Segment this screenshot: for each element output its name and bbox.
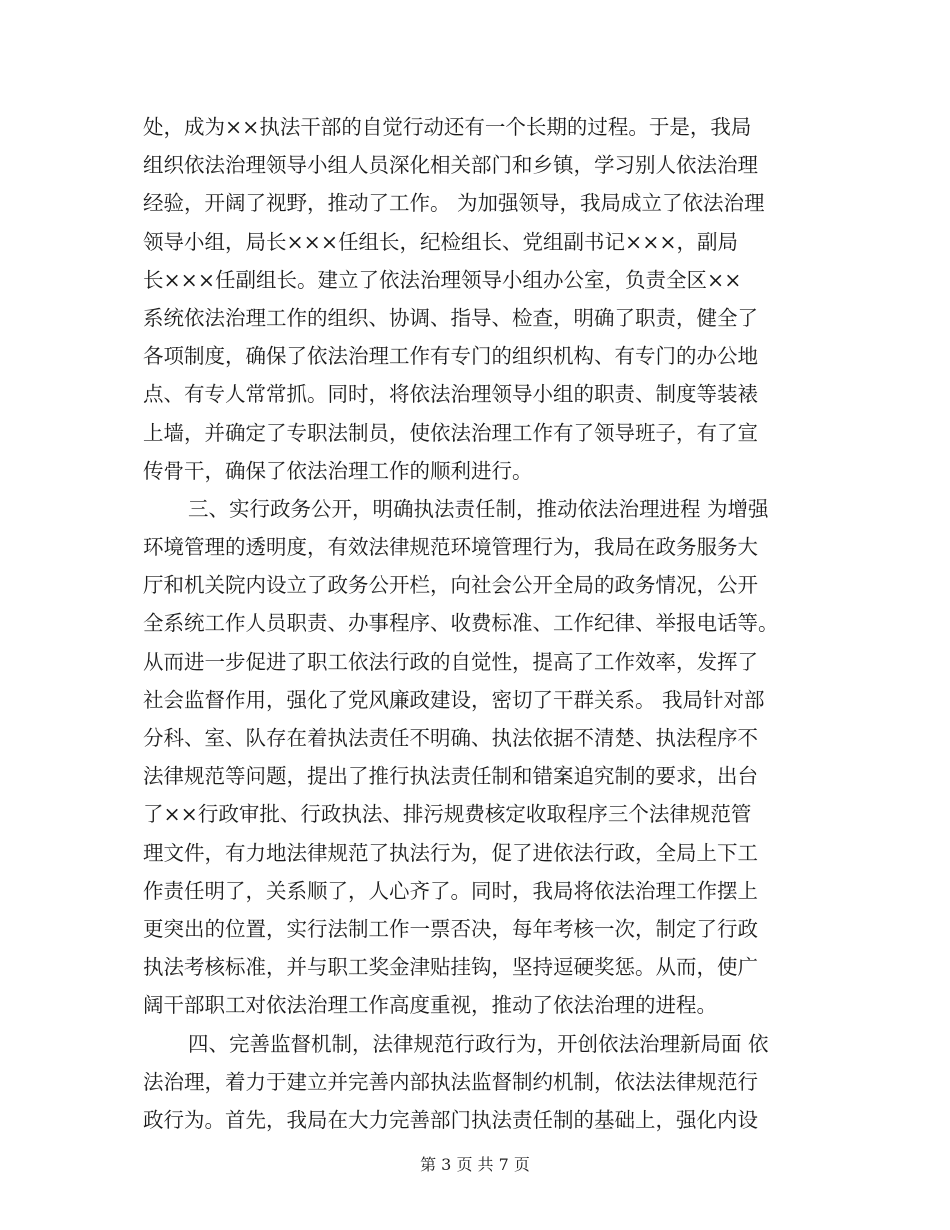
text-line: 传骨干，确保了依法治理工作的顺利进行。 bbox=[143, 458, 533, 483]
text-line: 厅和机关院内设立了政务公开栏，向社会公开全局的政务情况，公开 bbox=[143, 573, 758, 598]
text-line: 法律规范等问题，提出了推行执法责任制和错案追究制的要求，出台 bbox=[143, 764, 758, 789]
text-line: 社会监督作用，强化了党风廉政建设，密切了干群关系。 我局针对部 bbox=[143, 687, 765, 712]
text-line: 更突出的位置，实行法制工作一票否决，每年考核一次，制定了行政 bbox=[143, 916, 758, 941]
text-line: 执法考核标准，并与职工奖金津贴挂钩，坚持逗硬奖惩。从而，使广 bbox=[143, 955, 758, 980]
text-line: 处，成为××执法干部的自觉行动还有一个长期的过程。于是，我局 bbox=[143, 115, 752, 139]
text-line: 点、有专人常常抓。同时，将依法治理领导小组的职责、制度等装裱 bbox=[143, 382, 758, 407]
text-line: 分科、室、队存在着执法责任不明确、执法依据不清楚、执法程序不 bbox=[143, 726, 758, 750]
section-heading-line: 三、实行政务公开，明确执法责任制，推动依法治理进程 为增强 bbox=[188, 496, 769, 521]
text-line: 理文件，有力地法律规范了执法行为，促了进依法行政，全局上下工 bbox=[143, 840, 758, 865]
text-line: 组织依法治理领导小组人员深化相关部门和乡镇，学习别人依法治理 bbox=[143, 153, 758, 178]
text-line: 经验，开阔了视野，推动了工作。 为加强领导，我局成立了依法治理 bbox=[143, 191, 765, 216]
text-line: 环境管理的透明度，有效法律规范环境管理行为，我局在政务服务大 bbox=[143, 535, 758, 560]
text-line: 系统依法治理工作的组织、协调、指导、检查，明确了职责，健全了 bbox=[143, 305, 758, 330]
text-line: 从而进一步促进了职工依法行政的自觉性，提高了工作效率，发挥了 bbox=[143, 649, 758, 674]
text-line: 领导小组，局长×××任组长，纪检组长、党组副书记×××，副局 bbox=[143, 229, 739, 254]
text-line: 作责任明了，关系顺了，人心齐了。同时，我局将依法治理工作摆上 bbox=[143, 878, 758, 903]
text-line: 各项制度，确保了依法治理工作有专门的组织机构、有专门的办公地 bbox=[143, 344, 758, 369]
text-line: 长×××任副组长。建立了依法治理领导小组办公室，负责全区×× bbox=[143, 267, 742, 292]
text-line: 法治理，着力于建立并完善内部执法监督制约机制，依法法律规范行 bbox=[143, 1069, 758, 1094]
text-line: 全系统工作人员职责、办事程序、收费标准、工作纪律、举报电话等。 bbox=[143, 611, 779, 636]
document-body bbox=[143, 108, 809, 1139]
text-line: 了××行政审批、行政执法、排污规费核定收取程序三个法律规范管 bbox=[143, 802, 752, 827]
page-number-footer: 第 3 页 共 7 页 bbox=[420, 1155, 530, 1174]
text-line: 阔干部职工对依法治理工作高度重视，推动了依法治理的进程。 bbox=[143, 993, 717, 1018]
text-line: 上墙，并确定了专职法制员，使依法治理工作有了领导班子，有了宣 bbox=[143, 420, 758, 445]
section-heading-line: 四、完善监督机制，法律规范行政行为，开创依法治理新局面 依 bbox=[188, 1031, 769, 1056]
text-line: 政行为。首先，我局在大力完善部门执法责任制的基础上，强化内设 bbox=[143, 1107, 758, 1132]
